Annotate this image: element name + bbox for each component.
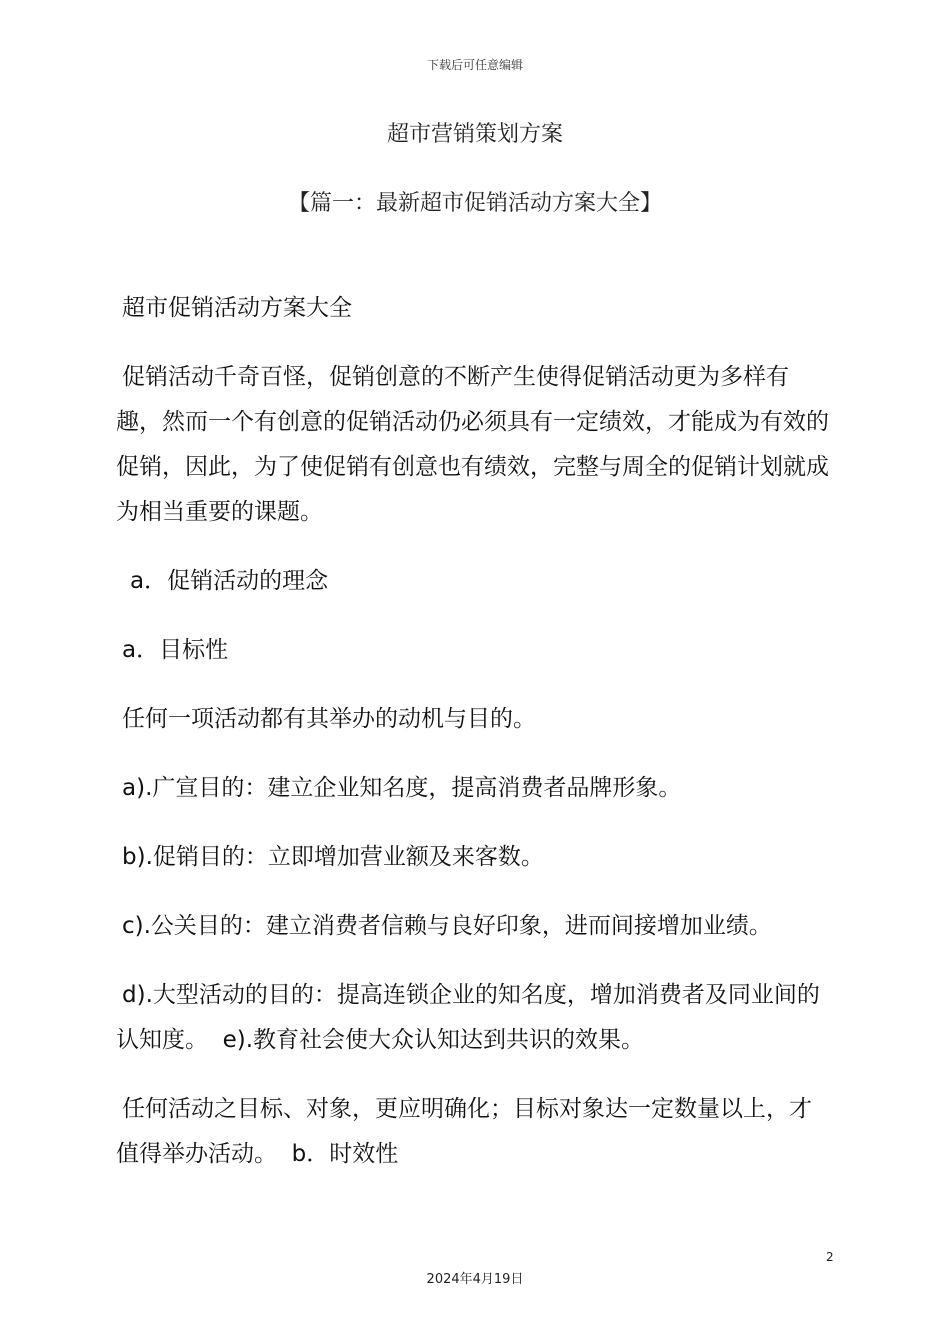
list-item-b: b).促销目的：立即增加营业额及来客数。 [122,844,544,870]
list-item-c: c).公关目的：建立消费者信赖与良好印象，进而间接增加业绩。 [122,913,772,939]
paragraph-line: d).大型活动的目的：提高连锁企业的知名度，增加消费者及同业间的 [122,982,820,1008]
paragraph-line: 任何活动之目标、对象，更应明确化；目标对象达一定数量以上，才 [122,1096,812,1122]
paragraph-closing [116,1087,836,1177]
paragraph-line: 促销，因此，为了使促销有创意也有绩效，完整与周全的促销计划就成 [116,454,829,480]
page-number: 2 [826,1250,834,1264]
document-subtitle: 【篇一：最新超市促销活动方案大全】 [287,191,662,216]
paragraph-line: 为相当重要的课题。 [116,499,323,525]
page-header: 下载后可任意编辑 [426,58,523,72]
list-subheading-a: a．目标性 [122,637,229,663]
paragraph-line: 值得举办活动。 b．时效性 [116,1141,399,1167]
paragraph-line: 认知度。 e).教育社会使大众认知达到共识的效果。 [116,1027,645,1053]
list-item-a: a).广宣目的：建立企业知名度，提高消费者品牌形象。 [122,775,682,801]
page-footer-date: 2024年4月19日 [426,1272,524,1287]
paragraph-line: 促销活动千奇百怪，促销创意的不断产生使得促销活动更为多样有 [122,364,789,390]
document-body [116,286,836,1201]
document-title: 超市营销策划方案 [386,122,563,147]
section-heading: 超市促销活动方案大全 [122,295,352,321]
list-item-d [116,973,836,1063]
paragraph: 任何一项活动都有其举办的动机与目的。 [122,706,536,732]
paragraph-intro [116,355,836,535]
paragraph-line: 趣，然而一个有创意的促销活动仍必须具有一定绩效，才能成为有效的 [116,409,829,435]
list-heading-a: a．促销活动的理念 [130,568,329,594]
